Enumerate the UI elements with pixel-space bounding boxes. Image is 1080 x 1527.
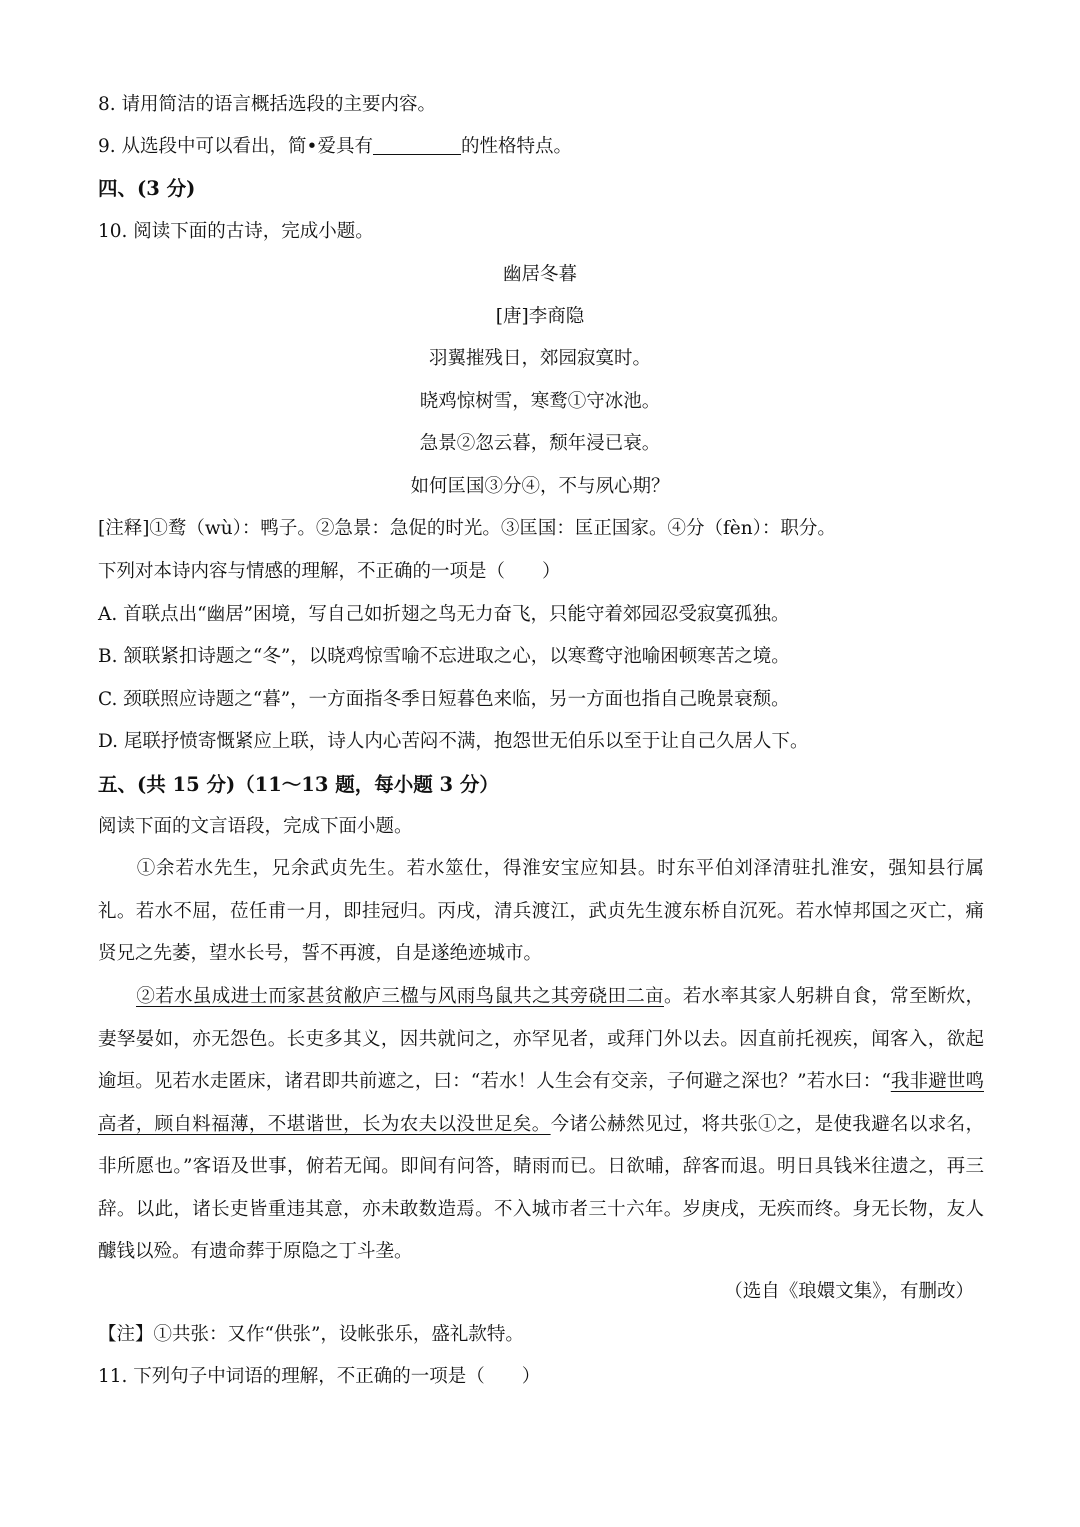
question-9 (98, 134, 572, 160)
poem-line: 急景②忽云暮，颓年浸已衰。 (419, 433, 661, 454)
poem-title: 幽居冬暮 (502, 264, 577, 285)
poem-author: [唐]李商隐 (495, 306, 585, 327)
question-9-text-before: 9. 从选段中可以看出，简•爱具有 (98, 136, 373, 157)
passage-paragraph-2-text-a: 。若水率其家人躬耕自食，常至断炊，妻孥晏如，亦无怨色。长吏多其义，因共就问之，亦罕见者，或拜门外以去。因直前托视疾，闻客入，欲起逾垣。见若水走匿床，诸君即共前遮之，曰：“若水！人生会有交亲，子何避之深也？”若水曰：“ (98, 986, 984, 1092)
option-d[interactable]: D. 尾联抒愤寄慨紧应上联，诗人内心苦闷不满，抱怨世无伯乐以至于让自己久居人下。 (98, 731, 809, 752)
poem-line: 如何匡国③分④，不与夙心期？ (410, 476, 670, 497)
answer-blank[interactable] (373, 136, 461, 155)
question-11-stem: 11. 下列句子中词语的理解，不正确的一项是（ ） (98, 1366, 541, 1387)
poem-notes: [注释]①鹜（wù）：鸭子。②急景：急促的时光。③匡国：匡正国家。④分（fèn）：职分。 (98, 518, 836, 539)
option-a[interactable]: A. 首联点出“幽居”困境，写自己如折翅之鸟无力奋飞，只能守着郊园忍受寂寞孤独。 (98, 604, 790, 625)
passage-footnote: 【注】①共张：又作“供张”，设帐张乐，盛礼款特。 (98, 1324, 524, 1345)
section-4-heading: 四、(3 分) (98, 177, 196, 200)
passage-paragraph-1 (98, 848, 984, 976)
passage-paragraph-2 (98, 976, 984, 1274)
poem-line: 羽翼摧残日，郊园寂寞时。 (428, 348, 651, 369)
section-5-prompt: 阅读下面的文言语段，完成下面小题。 (98, 816, 413, 837)
passage-paragraph-1-text: ①余若水先生，兄余武贞先生。若水筮仕，得淮安宝应知县。时东平伯刘泽清驻扎淮安，强知县行属礼。若水不屈，莅任甫一月，即挂冠归。丙戌，清兵渡江，武贞先生渡东桥自沉死。若水悼邦国之灭亡，痛贤兄之先萎，望水长号，誓不再渡，自是遂绝迹城市。 (98, 858, 984, 964)
question-10-prompt: 10. 阅读下面的古诗，完成小题。 (98, 221, 374, 242)
underlined-sentence-2: 我非避世鸣高者，顾自料福薄，不堪谐世，长为农夫以没世足矣。 (98, 1071, 984, 1135)
question-10-stem: 下列对本诗内容与情感的理解，不正确的一项是（ ） (98, 561, 561, 582)
poem-line: 晓鸡惊树雪，寒鹜①守冰池。 (419, 391, 661, 412)
section-5-heading: 五、(共 15 分)（11～13 题，每小题 3 分） (98, 773, 499, 796)
option-c[interactable]: C. 颈联照应诗题之“暮”，一方面指冬季日短暮色来临，另一方面也指自己晚景衰颓。 (98, 689, 790, 710)
passage-paragraph-2-text-b: 今诸公赫然见过，将共张①之，是使我避名以求名，非所愿也。”客语及世事，俯若无闻。即间有问答，睛雨而已。日欲晡，辞客而退。明日具钱米往遗之，再三辞。以此，诸长吏皆重违其意，亦未敢数造焉。不入城市者三十六年。岁庚戌，无疾而终。身无长物，友人醵钱以殓。有遗命葬于原隐之丁斗垄。 (98, 1113, 984, 1262)
passage-source: （选自《琅嬛文集》，有删改） (724, 1281, 974, 1302)
question-8: 8. 请用简洁的语言概括选段的主要内容。 (98, 94, 437, 115)
option-b[interactable]: B. 颔联紧扣诗题之“冬”，以晓鸡惊雪喻不忘进取之心，以寒鹜守池喻困顿寒苦之境。 (98, 646, 790, 667)
question-9-text-after: 的性格特点。 (460, 136, 572, 157)
underlined-sentence-1: ②若水虽成进士而家甚贫敝庐三楹与风雨鸟鼠共之其旁硗田二亩 (136, 986, 664, 1007)
